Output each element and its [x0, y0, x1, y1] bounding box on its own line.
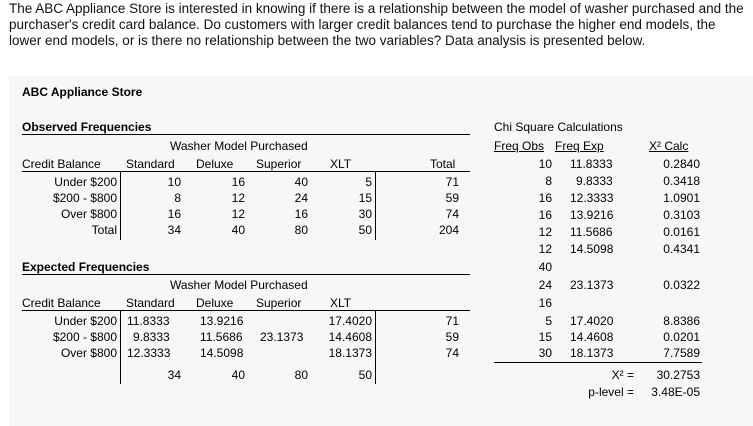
expected-row-header: Credit Balance: [22, 296, 101, 310]
observed-cell: 204: [438, 223, 459, 237]
chi-calc: 0.3418: [663, 174, 700, 188]
chi-calc: 8.8386: [663, 314, 700, 328]
chi-calc: 0.3103: [663, 208, 700, 222]
expected-col-total: 50: [358, 368, 372, 382]
chi-calc: 0.0322: [663, 278, 700, 292]
expected-row-label: Under $200: [54, 314, 117, 328]
chi-col-freq-exp: Freq Exp: [555, 139, 604, 153]
chi-col-x2-calc: X² Calc: [649, 139, 689, 153]
expected-left-border: [120, 310, 121, 384]
p-level-label: p-level =: [588, 385, 634, 399]
chi-obs: 24: [538, 278, 552, 292]
expected-col-xlt: XLT: [330, 296, 352, 310]
expected-row-label: Over $800: [60, 346, 117, 360]
chi-exp: 9.8333: [576, 174, 613, 188]
expected-cell: 23.1373: [260, 330, 304, 344]
expected-col-deluxe: Deluxe: [196, 296, 234, 310]
observed-cell: 16: [231, 175, 245, 189]
chi-obs: 16: [538, 296, 552, 310]
chi-obs: 30: [538, 346, 552, 360]
expected-col-total: 80: [294, 368, 308, 382]
chi-exp: 12.3333: [570, 191, 614, 205]
chi-exp: 13.9216: [570, 208, 614, 222]
observed-col-total: Total: [430, 157, 456, 171]
chi-sum-rule: [494, 362, 702, 363]
observed-right-border: [375, 171, 376, 240]
observed-cell: 80: [294, 223, 308, 237]
expected-cell: 11.8333: [127, 314, 170, 328]
observed-cell: 74: [445, 207, 459, 221]
observed-cell: 10: [167, 175, 181, 189]
observed-cell: 40: [231, 223, 245, 237]
expected-right-border: [375, 310, 376, 384]
observed-cell: 15: [358, 191, 372, 205]
expected-title-rule: [22, 274, 470, 275]
observed-cell: 12: [231, 207, 245, 221]
observed-header-rule: [22, 171, 470, 172]
expected-row-total: 74: [445, 346, 459, 360]
observed-cell: 59: [445, 191, 459, 205]
chi-exp: 14.4608: [570, 330, 614, 344]
chi-obs: 10: [538, 157, 552, 171]
observed-cell: 34: [167, 223, 181, 237]
expected-cell: 13.9216: [200, 314, 244, 328]
observed-cell: 16: [167, 207, 181, 221]
chi-obs: 12: [538, 225, 552, 239]
chi-obs: 12: [538, 242, 552, 256]
observed-cell: 71: [445, 175, 459, 189]
observed-row-label: Over $800: [60, 207, 117, 221]
expected-col-standard: Standard: [126, 296, 175, 310]
chi-calc: 1.0901: [663, 191, 700, 205]
chi-obs: 5: [545, 314, 552, 328]
chi-obs: 16: [538, 208, 552, 222]
observed-cell: 5: [365, 175, 372, 189]
chi-obs: 15: [538, 330, 552, 344]
expected-row-total: 59: [445, 330, 459, 344]
expected-cell: 9.8333: [133, 330, 170, 344]
chi-obs: 8: [545, 174, 552, 188]
chi-exp: 11.5686: [570, 225, 613, 239]
store-title: ABC Appliance Store: [22, 85, 143, 99]
observed-col-deluxe: Deluxe: [196, 157, 234, 171]
expected-cell: 12.3333: [127, 346, 171, 360]
chi-obs: 40: [538, 260, 552, 274]
chi-exp: 14.5098: [570, 242, 614, 256]
chi-calc: 0.2840: [663, 157, 700, 171]
observed-cell: 8: [174, 191, 181, 205]
observed-cell: 30: [358, 207, 372, 221]
chi-calc: 7.7589: [663, 346, 700, 360]
chi-stat-value: 30.2753: [656, 368, 700, 382]
chi-stat-label: X² =: [611, 368, 634, 382]
observed-row-label: $200 - $800: [52, 191, 117, 205]
observed-cell: 50: [358, 223, 372, 237]
chi-exp: 23.1373: [570, 278, 614, 292]
chi-col-freq-obs: Freq Obs: [494, 139, 545, 153]
chi-exp: 11.8333: [570, 157, 613, 171]
chi-exp: 17.4020: [570, 314, 614, 328]
expected-col-superior: Superior: [256, 296, 302, 310]
expected-cell: 14.4608: [328, 330, 372, 344]
question-text: The ABC Appliance Store is interested in knowing if there is a relationship between the model of washer purchased and the purchaser's credit card balance. Do customers with larger credit balances tend to purchase the higher end models, the lower end models, or is there no relationship between the two variables? Data analysis is presented below.: [9, 1, 744, 48]
observed-row-label: Under $200: [54, 175, 117, 189]
observed-cell: 12: [231, 191, 245, 205]
expected-col-total: 34: [167, 368, 181, 382]
expected-cell: 17.4020: [328, 314, 372, 328]
expected-cell: 18.1373: [328, 346, 372, 360]
p-level-value: 3.48E-05: [651, 385, 700, 399]
chi-calc: 0.0161: [663, 225, 700, 239]
expected-header-rule: [22, 310, 470, 311]
observed-cell: 16: [294, 207, 308, 221]
expected-row-label: $200 - $800: [52, 330, 117, 344]
expected-row-total: 71: [445, 314, 459, 328]
chi-title: Chi Square Calculations: [494, 120, 623, 134]
observed-col-superior: Superior: [256, 157, 302, 171]
observed-col-standard: Standard: [126, 157, 175, 171]
chi-obs: 16: [538, 191, 552, 205]
observed-left-border: [120, 171, 121, 240]
observed-group-header: Washer Model Purchased: [170, 139, 308, 153]
chi-exp: 18.1373: [570, 346, 614, 360]
expected-cell: 11.5686: [200, 330, 243, 344]
spreadsheet-area: [9, 76, 753, 426]
expected-group-header: Washer Model Purchased: [170, 278, 308, 292]
expected-title: Expected Frequencies: [22, 260, 150, 274]
observed-cell: 24: [294, 191, 308, 205]
observed-cell: 40: [294, 175, 308, 189]
chi-calc: 0.0201: [663, 330, 700, 344]
observed-row-header: Credit Balance: [22, 157, 101, 171]
observed-row-label: Total: [91, 223, 117, 237]
expected-cell: 14.5098: [200, 346, 244, 360]
chi-calc: 0.4341: [663, 242, 700, 256]
observed-title: Observed Frequencies: [22, 120, 152, 134]
observed-col-xlt: XLT: [330, 157, 352, 171]
expected-col-total: 40: [231, 368, 245, 382]
observed-title-rule: [22, 134, 470, 135]
